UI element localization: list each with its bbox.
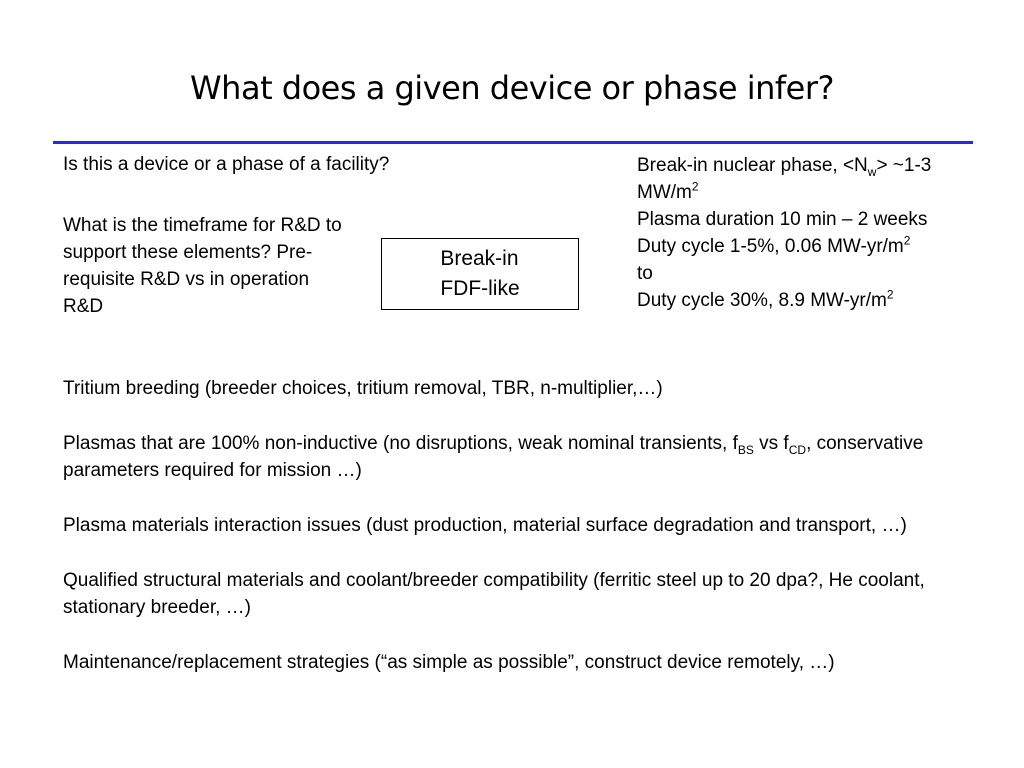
title-divider: [53, 141, 973, 144]
break-in-box: [381, 238, 579, 310]
param-line-4: Duty cycle 1-5%, 0.06 $MW-yr/m^2$: [637, 233, 911, 257]
list-item-pmi: Plasma materials interaction issues (dust production, material surface degradation and transport, …): [63, 515, 907, 536]
break-in-box-text: [440, 244, 519, 304]
param-line-5: to: [637, 263, 653, 284]
phase-parameters: [637, 152, 1007, 314]
param-line-3: Plasma duration 10 min – 2 weeks: [637, 209, 928, 230]
question-device-or-phase: Is this a device or a phase of a facility?: [63, 154, 390, 175]
param-line-2: $MW/m^2$: [637, 179, 699, 203]
param-line-1: Break-in nuclear phase, $<N_w>$ ~1-3: [637, 155, 932, 179]
slide-title: What does a given device or phase infer?: [190, 69, 834, 107]
param-line-6: Duty cycle 30%, 8.9 $MW-yr/m^2$: [637, 287, 894, 311]
list-item-materials: Qualified structural materials and coolant/breeder compatibility (ferritic steel up to 20 dpa?, He coolant, stationary breeder, …): [63, 570, 925, 618]
list-item-tritium: Tritium breeding (breeder choices, tritium removal, TBR, n-multiplier,…): [63, 378, 663, 399]
rd-elements-list: [63, 375, 1003, 704]
question-timeframe: What is the timeframe for R&D to support these elements? Pre-requisite R&D vs in operation R&D: [63, 215, 342, 317]
list-item-maintenance: Maintenance/replacement strategies (“as simple as possible”, construct device remotely, …): [63, 652, 835, 673]
list-item-plasmas: Plasmas that are 100% non-inductive (no disruptions, weak nominal transients, $f_{BS}$ vs $f_{CD}$, conservative parameters required for mission …): [63, 433, 924, 481]
box-line-2: FDF-like: [440, 277, 520, 300]
box-line-1: Break-in: [440, 247, 519, 270]
